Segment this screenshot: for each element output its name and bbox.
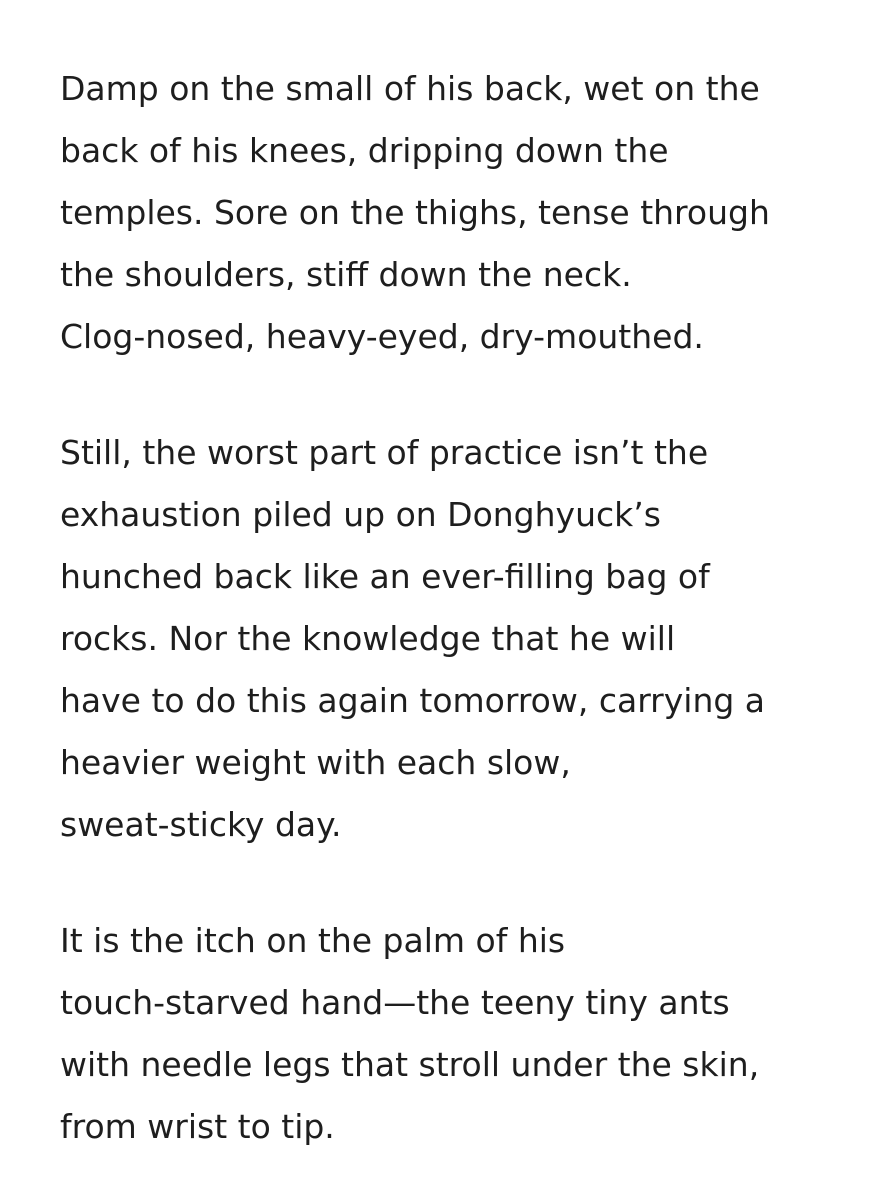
text-line: heavier weight with each slow, [60,743,571,782]
paragraph-3 [60,910,863,1158]
text-line: Damp on the small of his back, wet on the [60,69,760,108]
text-line: rocks. Nor the knowledge that he will [60,619,676,658]
text-line: have to do this again tomorrow, carrying a [60,681,766,720]
text-line: temples. Sore on the thighs, tense through [60,193,770,232]
text-line: It is the itch on the palm of his [60,921,566,960]
text-line: sweat-sticky day. [60,805,342,844]
text-line: exhaustion piled up on Donghyuck’s [60,495,661,534]
text-line: back of his knees, dripping down the [60,131,669,170]
text-line: from wrist to tip. [60,1107,335,1146]
text-line: Clog-nosed, heavy-eyed, dry-mouthed. [60,317,704,356]
text-line: hunched back like an ever-filling bag of [60,557,710,596]
paragraph-2 [60,422,863,856]
text-line: the shoulders, stiff down the neck. [60,255,632,294]
paragraph-1 [60,58,863,368]
text-line: touch-starved hand—the teeny tiny ants [60,983,730,1022]
text-line: with needle legs that stroll under the skin, [60,1045,760,1084]
text-line: Still, the worst part of practice isn’t the [60,433,709,472]
